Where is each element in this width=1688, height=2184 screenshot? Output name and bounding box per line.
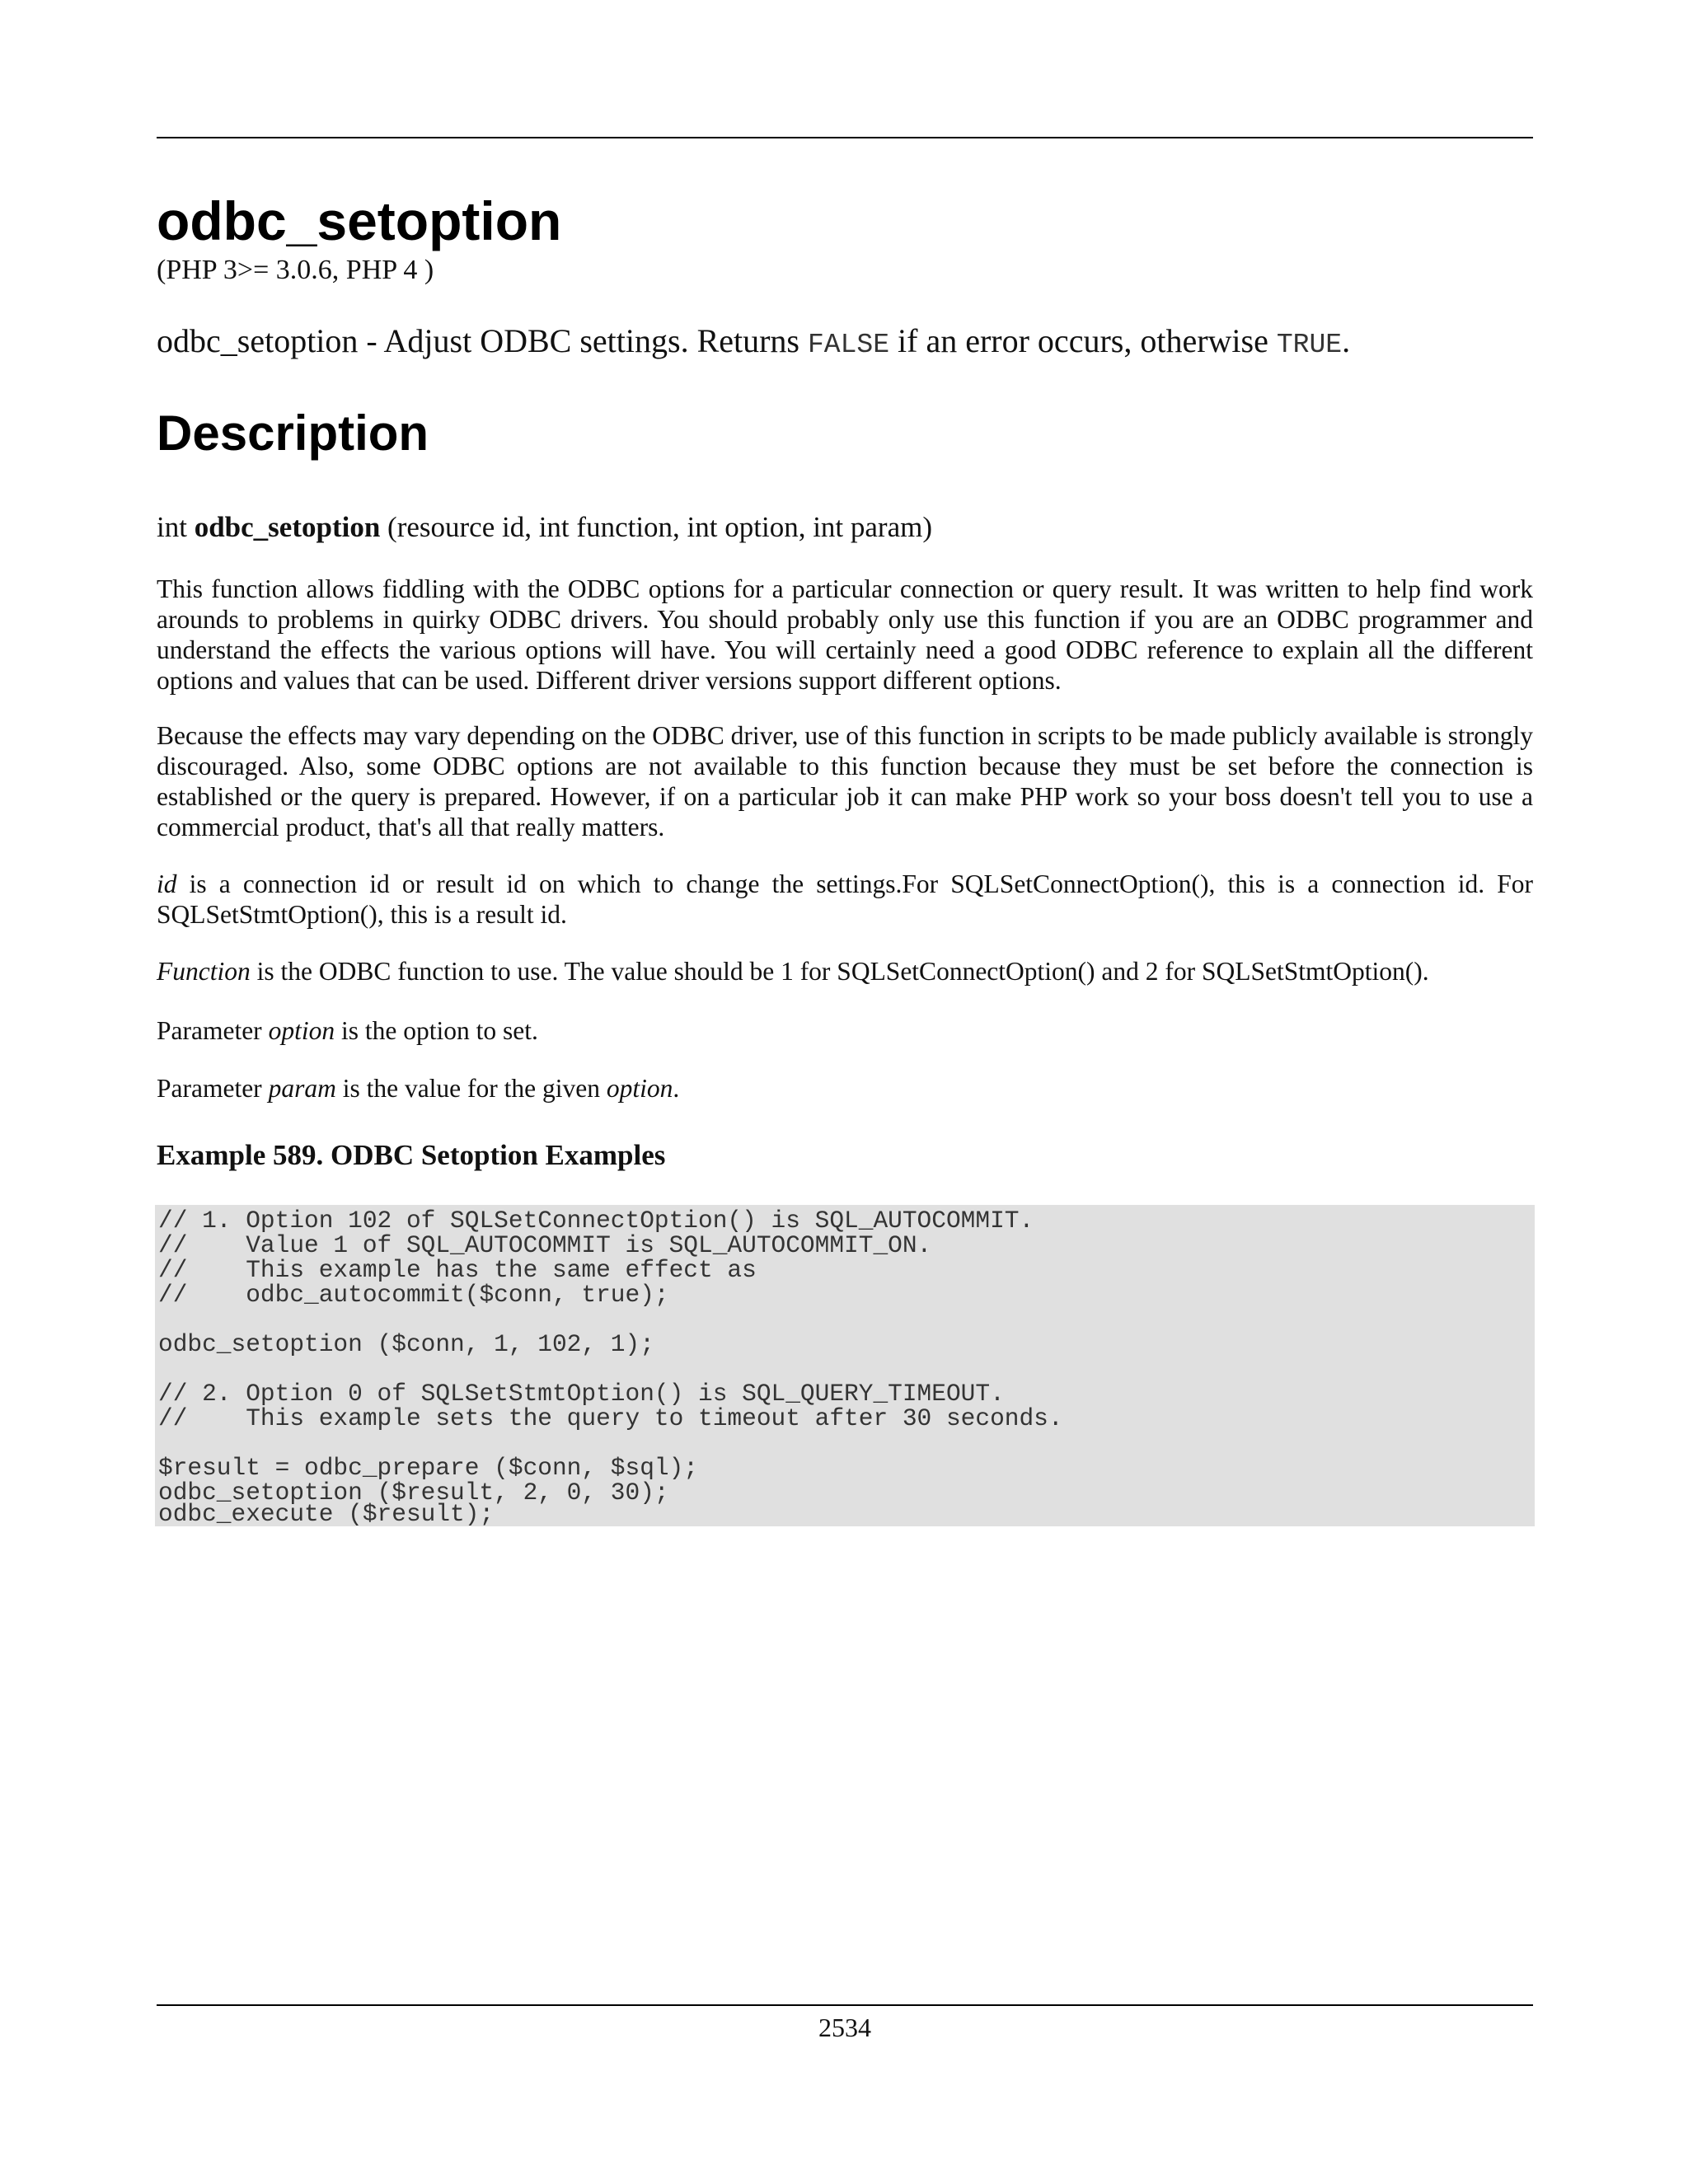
code-line: // This example has the same effect as bbox=[158, 1256, 757, 1284]
param-param: param bbox=[268, 1074, 336, 1103]
version-info: (PHP 3>= 3.0.6, PHP 4 ) bbox=[157, 255, 434, 285]
paragraph-param-text: is the value for the given bbox=[335, 1074, 607, 1103]
paragraph-effects: Because the effects may vary depending on the ODBC driver, use of this function in scripts to be made publicly available is strongly discouraged. Also, some ODBC options are not available to this function because they must be set before the connection is established or the query is prepared. However, if on a particular job it can make PHP work so your boss doesn't tell you to use a commercial product, that's all that really matters. bbox=[157, 721, 1533, 841]
param-id: id bbox=[157, 869, 177, 898]
code-line: // Value 1 of SQL_AUTOCOMMIT is SQL_AUTOCOMMIT_ON. bbox=[158, 1231, 932, 1259]
paragraph-id-text: is a connection id or result id on which to change the settings.For SQLSetConnectOption(), this is a connection id. For SQLSetStmtOption(), this is a result id. bbox=[157, 869, 1533, 929]
param-function: Function bbox=[157, 957, 251, 986]
bottom-rule bbox=[157, 2004, 1533, 2006]
paragraph-param-suffix: . bbox=[673, 1074, 680, 1103]
page-title: odbc_setoption bbox=[157, 190, 562, 251]
synopsis-return-type: int bbox=[157, 511, 195, 543]
code-line: odbc_execute ($result); bbox=[158, 1500, 495, 1528]
refpurpose-text-middle: if an error occurs, otherwise bbox=[889, 322, 1277, 359]
false-literal: FALSE bbox=[808, 330, 890, 360]
paragraph-id bbox=[157, 869, 1533, 930]
code-line: odbc_setoption ($conn, 1, 102, 1); bbox=[158, 1330, 654, 1358]
description-heading: Description bbox=[157, 405, 429, 461]
page-number: 2534 bbox=[818, 2013, 871, 2042]
paragraph-param bbox=[157, 1073, 1533, 1104]
paragraph-option-prefix: Parameter bbox=[157, 1016, 269, 1045]
function-synopsis bbox=[157, 509, 932, 546]
code-line: // 1. Option 102 of SQLSetConnectOption() is SQL_AUTOCOMMIT. bbox=[158, 1207, 1034, 1235]
refpurpose-text-after: . bbox=[1342, 322, 1351, 359]
paragraph-option-text: is the option to set. bbox=[335, 1016, 538, 1045]
synopsis-params: (resource id, int function, int option, int param) bbox=[380, 511, 932, 543]
code-line: // This example sets the query to timeout after 30 seconds. bbox=[158, 1404, 1063, 1432]
paragraph-function bbox=[157, 956, 1533, 987]
document-page bbox=[157, 0, 1533, 2184]
paragraph-param-prefix: Parameter bbox=[157, 1074, 269, 1103]
code-line: $result = odbc_prepare ($conn, $sql); bbox=[158, 1454, 699, 1482]
top-rule bbox=[157, 137, 1533, 138]
paragraph-fiddling: This function allows fiddling with the ODBC options for a particular connection or query result. It was written to help find work arounds to problems in quirky ODBC drivers. You should probably only use this function if you are an ODBC programmer and understand the effects the various options will have. You will certainly need a good ODBC reference to explain all the different options and values that can be used. Different driver versions support different options. bbox=[157, 574, 1533, 695]
code-line: // odbc_autocommit($conn, true); bbox=[158, 1281, 669, 1309]
true-literal: TRUE bbox=[1276, 330, 1343, 360]
code-line: // 2. Option 0 of SQLSetStmtOption() is SQL_QUERY_TIMEOUT. bbox=[158, 1380, 1005, 1408]
code-line: odbc_setoption ($result, 2, 0, 30); bbox=[158, 1479, 669, 1507]
refpurpose-text-before: odbc_setoption - Adjust ODBC settings. Returns bbox=[157, 322, 808, 359]
refpurpose bbox=[157, 321, 1350, 365]
param-option-ref: option bbox=[606, 1074, 673, 1103]
synopsis-function-name: odbc_setoption bbox=[194, 511, 381, 543]
paragraph-option bbox=[157, 1015, 1533, 1046]
code-example bbox=[155, 1205, 1535, 1526]
paragraph-function-text: is the ODBC function to use. The value should be 1 for SQLSetConnectOption() and 2 for SQLSetStmtOption(). bbox=[250, 957, 1429, 986]
example-title: Example 589. ODBC Setoption Examples bbox=[157, 1139, 666, 1171]
param-option: option bbox=[268, 1016, 335, 1045]
